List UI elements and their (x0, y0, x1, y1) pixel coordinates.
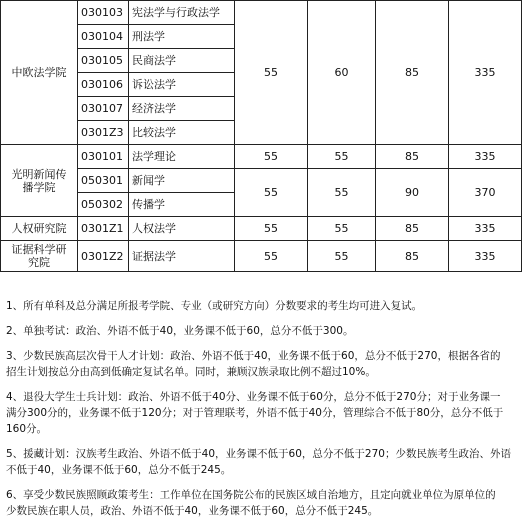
major-name: 传播学 (129, 193, 235, 217)
total-score: 370 (449, 169, 522, 217)
note-paragraph: 5、援藏计划：汉族考生政治、外语不低于40，业务课不低于60，总分不低于270；少数民族考生政治、外语 不低于40，业务课不低于60，总分不低于245。 (6, 448, 511, 476)
table-row (1, 1, 522, 25)
major-name: 新闻学 (129, 169, 235, 193)
foreign-language-score: 55 (308, 241, 376, 272)
notes-section (6, 298, 518, 528)
politics-score: 55 (235, 145, 308, 169)
table-row (1, 217, 522, 241)
politics-score: 55 (235, 217, 308, 241)
business-course-score: 85 (376, 241, 449, 272)
major-code: 0301Z3 (78, 121, 129, 145)
major-code: 030101 (78, 145, 129, 169)
politics-score: 55 (235, 1, 308, 145)
major-name: 刑法学 (129, 25, 235, 49)
foreign-language-score: 60 (308, 1, 376, 145)
major-code: 0301Z1 (78, 217, 129, 241)
major-name: 经济法学 (129, 97, 235, 121)
business-course-score: 85 (376, 217, 449, 241)
college-cell: 光明新闻传播学院 (1, 145, 78, 217)
total-score: 335 (449, 1, 522, 145)
politics-score: 55 (235, 169, 308, 217)
major-code: 050301 (78, 169, 129, 193)
politics-score: 55 (235, 241, 308, 272)
business-course-score: 85 (376, 145, 449, 169)
major-name: 宪法学与行政法学 (129, 1, 235, 25)
college-cell: 人权研究院 (1, 217, 78, 241)
note-paragraph: 1、所有单科及总分满足所报考学院、专业（或研究方向）分数要求的考生均可进入复试。 (6, 300, 423, 312)
major-name: 诉讼法学 (129, 73, 235, 97)
major-code: 0301Z2 (78, 241, 129, 272)
major-code: 030103 (78, 1, 129, 25)
major-code: 030106 (78, 73, 129, 97)
table-row (1, 145, 522, 169)
note-paragraph: 4、退役大学生士兵计划：政治、外语不低于40分、业务课不低于60分，总分不低于270分；对于业务课一 满分300分的，业务课不低于120分；对于管理联考，外语不低于40分，管理综合不低于80分，总分不低于 160分。 (6, 391, 504, 435)
major-code: 050302 (78, 193, 129, 217)
table-row (1, 241, 522, 272)
note-paragraph: 2、单独考试：政治、外语不低于40，业务课不低于60，总分不低于300。 (6, 325, 354, 337)
major-name: 人权法学 (129, 217, 235, 241)
foreign-language-score: 55 (308, 145, 376, 169)
major-name: 法学理论 (129, 145, 235, 169)
total-score: 335 (449, 145, 522, 169)
major-name: 民商法学 (129, 49, 235, 73)
foreign-language-score: 55 (308, 217, 376, 241)
total-score: 335 (449, 217, 522, 241)
major-name: 比较法学 (129, 121, 235, 145)
major-code: 030104 (78, 25, 129, 49)
business-course-score: 90 (376, 169, 449, 217)
major-code: 030107 (78, 97, 129, 121)
total-score: 335 (449, 241, 522, 272)
note-paragraph: 3、少数民族高层次骨干人才计划：政治、外语不低于40，业务课不低于60，总分不低于270，根据各省的 招生计划按总分由高到低确定复试名单。同时，兼顾汉族录取比例不超过10%。 (6, 350, 501, 378)
foreign-language-score: 55 (308, 169, 376, 217)
major-name: 证据法学 (129, 241, 235, 272)
business-course-score: 85 (376, 1, 449, 145)
major-code: 030105 (78, 49, 129, 73)
table-row (1, 169, 522, 193)
college-cell: 中欧法学院 (1, 1, 78, 145)
college-cell: 证据科学研究院 (1, 241, 78, 272)
note-paragraph: 6、享受少数民族照顾政策考生：工作单位在国务院公布的民族区域自治地方，且定向就业单位为原单位的 少数民族在职人员，政治、外语不低于40，业务课不低于60，总分不低于245。 (6, 489, 496, 517)
